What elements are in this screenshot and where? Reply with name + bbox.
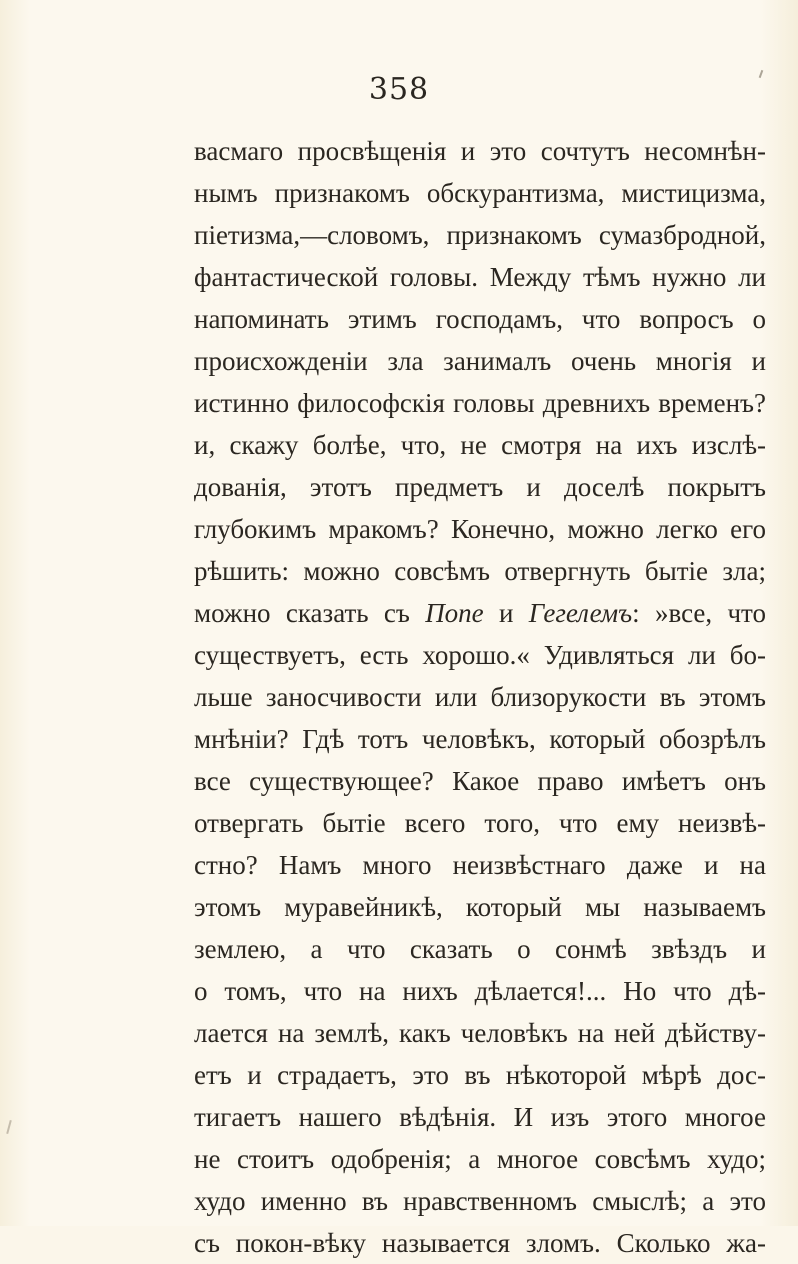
text-line: отвергать бытіе всего того, что ему неизвѣ- (194, 808, 766, 838)
text-line: нымъ признакомъ обскурантизма, мистицизма, (194, 178, 766, 208)
text-line: дованія, этотъ предметъ и доселѣ покрытъ (194, 472, 766, 502)
page-number: 358 (368, 72, 430, 107)
text-line: этомъ муравейникѣ, который мы называемъ (194, 892, 766, 922)
text-line: піетизма,—словомъ, признакомъ сумазбродной, (194, 220, 766, 250)
text-line: мнѣніи? Гдѣ тотъ человѣкъ, который обозрѣлъ (194, 724, 766, 754)
text-line: тигаетъ нашего вѣдѣнія. И изъ этого многое (194, 1102, 766, 1132)
text-line: существуетъ, есть хорошо.« Удивляться ли бо- (194, 640, 766, 670)
text-line: фантастической головы. Между тѣмъ нужно ли (194, 262, 766, 292)
text-line: етъ и страдаетъ, это въ нѣкоторой мѣрѣ дос- (194, 1060, 766, 1090)
text-line: васмаго просвѣщенія и это сочтутъ несомнѣн- (194, 136, 766, 166)
text-line: стно? Намъ много неизвѣстнаго даже и на (194, 850, 766, 880)
text-line: истинно философскія головы древнихъ временъ? (194, 388, 766, 418)
text-line: и, скажу болѣе, что, не смотря на ихъ изслѣ- (194, 430, 766, 460)
text-line: все существующее? Какое право имѣетъ онъ (194, 766, 766, 796)
text-line: лается на землѣ, какъ человѣкъ на ней дѣйству- (194, 1018, 766, 1048)
text-line: худо именно въ нравственномъ смыслѣ; а это (194, 1186, 766, 1216)
text-line: можно сказать съ Попе и Гегелемъ: »все, что (194, 598, 766, 628)
body-text (194, 130, 766, 1264)
text-line: глубокимъ мракомъ? Конечно, можно легко его (194, 514, 766, 544)
text-line: напоминать этимъ господамъ, что вопросъ о (194, 304, 766, 334)
text-line: землею, а что сказать о сонмѣ звѣздъ и (194, 934, 766, 964)
text-line: рѣшить: можно совсѣмъ отвергнуть бытіе зла; (194, 556, 766, 586)
text-line: съ покон-вѣку называется зломъ. Сколько жа- (194, 1228, 766, 1258)
text-line: льше заносчивости или близорукости въ этомъ (194, 682, 766, 712)
text-line: о томъ, что на нихъ дѣлается!... Но что дѣ- (194, 976, 766, 1006)
italic-name: Гегелемъ (528, 598, 633, 628)
text-line: происхожденіи зла занималъ очень многія и (194, 346, 766, 376)
text-line: не стоитъ одобренія; а многое совсѣмъ худо; (194, 1144, 766, 1174)
margin-mark (6, 1120, 12, 1134)
italic-name: Попе (425, 598, 484, 628)
